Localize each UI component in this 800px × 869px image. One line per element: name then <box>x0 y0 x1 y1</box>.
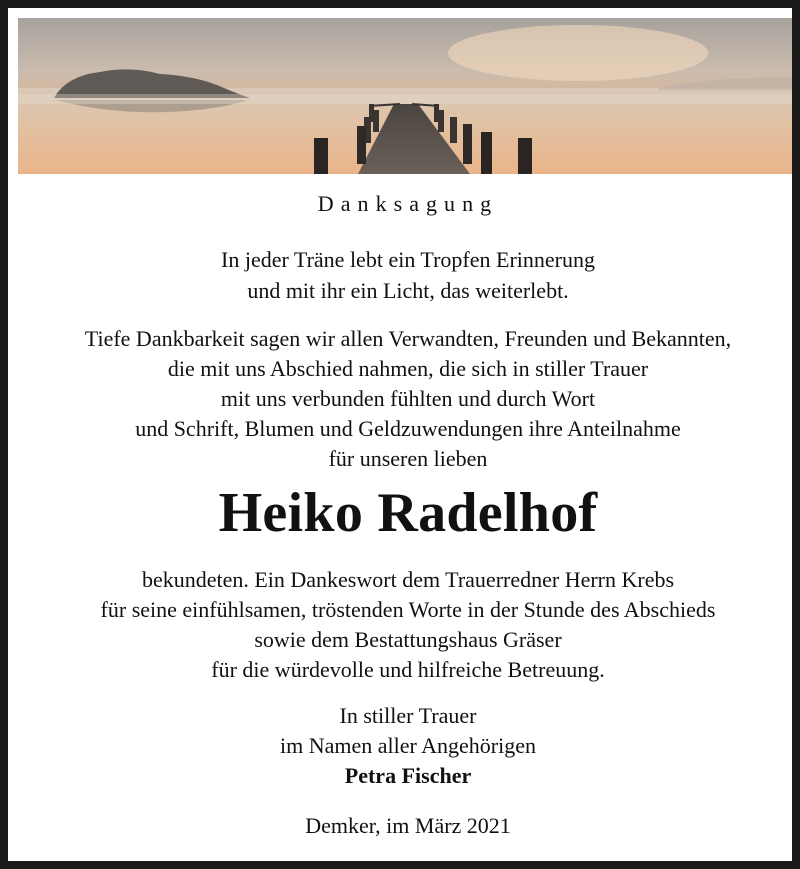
verse-line: und mit ihr ein Licht, das weiterlebt. <box>247 278 569 303</box>
verse-line: In jeder Träne lebt ein Tropfen Erinnerung <box>221 247 595 272</box>
text-line: sowie dem Bestattungshaus Gräser <box>254 627 562 652</box>
place-date: Demker, im März 2021 <box>305 813 511 838</box>
text-line: für seine einfühlsamen, tröstenden Worte in der Stunde des Abschieds <box>100 597 716 622</box>
thanks-paragraph <box>18 565 798 685</box>
text-line: Tiefe Dankbarkeit sagen wir allen Verwandten, Freunden und Bekannten, <box>84 326 732 351</box>
signer-name: Petra Fischer <box>344 763 472 788</box>
text-line: bekundeten. Ein Dankeswort dem Trauerredner Herrn Krebs <box>141 567 675 592</box>
signature-line: In stiller Trauer <box>339 703 477 728</box>
verse <box>18 244 798 306</box>
text-line: die mit uns Abschied nahmen, die sich in stiller Trauer <box>167 356 649 381</box>
text-line: für unseren lieben <box>328 446 488 471</box>
signature-block <box>18 701 798 791</box>
text-line: und Schrift, Blumen und Geldzuwendungen ihre Anteilnahme <box>135 416 681 441</box>
deceased-name: Heiko Radelhof <box>218 482 598 544</box>
text-line: mit uns verbunden fühlten und durch Wort <box>220 386 596 411</box>
heading: Danksagung <box>317 191 499 216</box>
lake-pier-photo <box>18 18 798 174</box>
signature-line: im Namen aller Angehörigen <box>280 733 536 758</box>
gratitude-paragraph <box>18 324 798 474</box>
text-line: für die würdevolle und hilfreiche Betreuung. <box>211 657 605 682</box>
